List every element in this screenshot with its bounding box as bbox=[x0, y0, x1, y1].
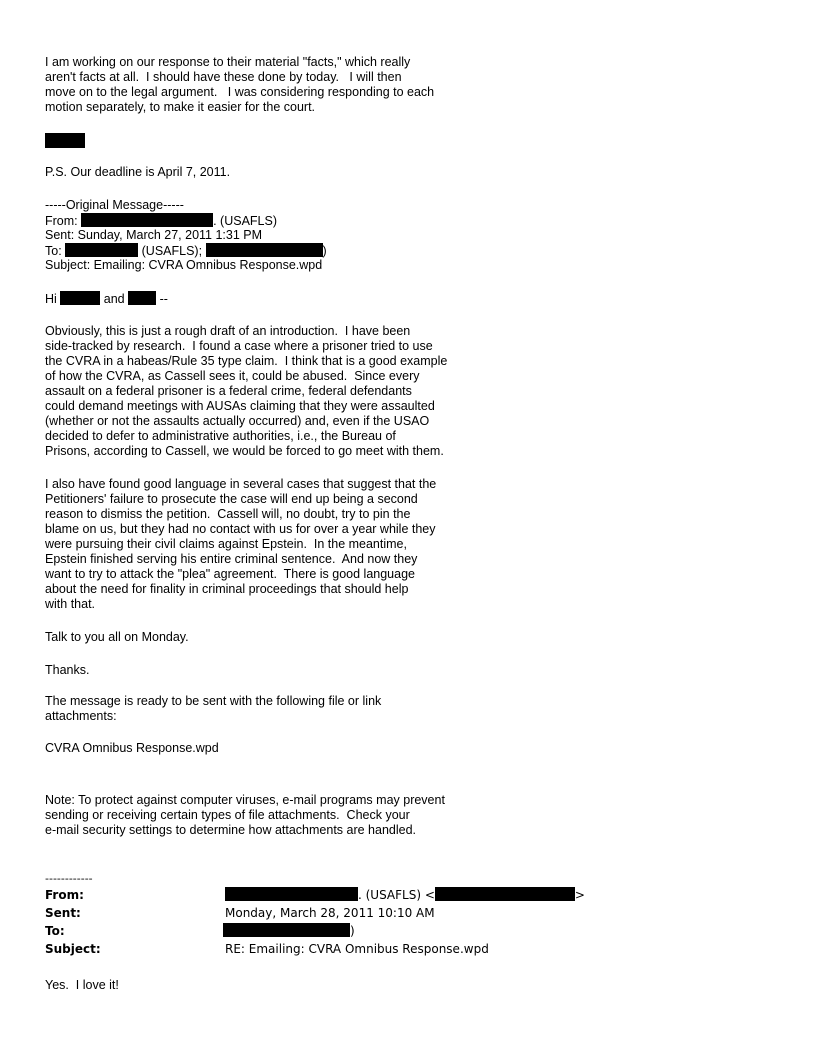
body-line: I also have found good language in several cases that suggest that the bbox=[45, 477, 437, 491]
reply-sent-label: Sent: bbox=[45, 906, 81, 920]
redacted-name bbox=[81, 213, 213, 227]
redacted-name bbox=[65, 243, 138, 257]
greeting-dashes: -- bbox=[156, 292, 168, 306]
body-line: Epstein finished serving his entire criminal sentence. And now they bbox=[45, 552, 418, 566]
body-line: decided to defer to administrative authorities, i.e., the Bureau of bbox=[45, 429, 396, 443]
intro-line: move on to the legal argument. I was considering responding to each bbox=[45, 85, 435, 99]
body-line: want to try to attack the "plea" agreement. There is good language bbox=[45, 567, 415, 581]
intro-line: I am working on our response to their material "facts," which really bbox=[45, 55, 411, 69]
reply-to-end: ) bbox=[350, 924, 355, 938]
from-suffix: . (USAFLS) bbox=[213, 214, 278, 228]
attachment-note-line: attachments: bbox=[45, 709, 117, 723]
original-subject-line: Subject: Emailing: CVRA Omnibus Response.wpd bbox=[45, 258, 323, 272]
body-line: could demand meetings with AUSAs claiming that they were assaulted bbox=[45, 399, 435, 413]
body-line: assault on a federal prisoner is a federal crime, federal defendants bbox=[45, 384, 412, 398]
reply-to-label: To: bbox=[45, 924, 65, 938]
redacted-signature bbox=[45, 133, 85, 148]
virus-note-line: Note: To protect against computer viruses, e-mail programs may prevent bbox=[45, 793, 445, 807]
thanks-line: Thanks. bbox=[45, 663, 90, 677]
original-message-marker: -----Original Message----- bbox=[45, 198, 184, 212]
reply-from-label: From: bbox=[45, 888, 84, 902]
to-label: To: bbox=[45, 244, 66, 258]
closing-line: Yes. I love it! bbox=[45, 978, 119, 992]
body-line: Prisons, according to Cassell, we would be forced to go meet with them. bbox=[45, 444, 444, 458]
redacted-name bbox=[223, 923, 350, 937]
intro-line: motion separately, to make it easier for the court. bbox=[45, 100, 316, 114]
reply-from-suffix: . (USAFLS) < bbox=[358, 888, 435, 902]
redacted-name bbox=[60, 291, 100, 305]
redacted-name bbox=[128, 291, 156, 305]
body-line: blame on us, but they had no contact with us for over a year while they bbox=[45, 522, 436, 536]
redacted-name bbox=[206, 243, 323, 257]
body-line: of how the CVRA, as Cassell sees it, could be abused. Since every bbox=[45, 369, 420, 383]
reply-to-value bbox=[223, 922, 355, 940]
body-line: side-tracked by research. I found a case where a prisoner tried to use bbox=[45, 339, 433, 353]
greeting-line bbox=[45, 291, 168, 307]
virus-note-line: e-mail security settings to determine how attachments are handled. bbox=[45, 823, 417, 837]
to-end: ) bbox=[322, 244, 327, 258]
body-line: (whether or not the assaults actually occurred) and, even if the USAO bbox=[45, 414, 430, 428]
body-line: reason to dismiss the petition. Cassell will, no doubt, try to pin the bbox=[45, 507, 411, 521]
greeting-and: and bbox=[100, 292, 129, 306]
attachment-note-line: The message is ready to be sent with the following file or link bbox=[45, 694, 382, 708]
from-label: From: bbox=[45, 214, 82, 228]
body-line: about the need for finality in criminal proceedings that should help bbox=[45, 582, 409, 596]
reply-from-end: > bbox=[574, 888, 585, 902]
reply-separator: ------------ bbox=[45, 872, 93, 885]
body-line: Obviously, this is just a rough draft of an introduction. I have been bbox=[45, 324, 411, 338]
talk-line: Talk to you all on Monday. bbox=[45, 630, 189, 644]
body-line: the CVRA in a habeas/Rule 35 type claim. I think that is a good example bbox=[45, 354, 448, 368]
reply-subject-label: Subject: bbox=[45, 942, 101, 956]
original-from-line bbox=[45, 213, 277, 229]
intro-line: aren't facts at all. I should have these done by today. I will then bbox=[45, 70, 402, 84]
body-line: Petitioners' failure to prosecute the case will end up being a second bbox=[45, 492, 418, 506]
original-sent-line: Sent: Sunday, March 27, 2011 1:31 PM bbox=[45, 228, 263, 242]
attachment-filename: CVRA Omnibus Response.wpd bbox=[45, 741, 219, 755]
greeting-hi: Hi bbox=[45, 292, 61, 306]
reply-subject-value: RE: Emailing: CVRA Omnibus Response.wpd bbox=[225, 942, 489, 956]
redacted-email bbox=[435, 887, 575, 901]
ps-deadline: P.S. Our deadline is April 7, 2011. bbox=[45, 165, 231, 179]
virus-note-line: sending or receiving certain types of file attachments. Check your bbox=[45, 808, 410, 822]
to-mid: (USAFLS); bbox=[138, 244, 206, 258]
redacted-name bbox=[225, 887, 358, 901]
reply-from-value bbox=[225, 886, 585, 904]
body-line: were pursuing their civil claims against Epstein. In the meantime, bbox=[45, 537, 407, 551]
body-line: with that. bbox=[45, 597, 96, 611]
reply-sent-value: Monday, March 28, 2011 10:10 AM bbox=[225, 906, 435, 920]
original-to-line bbox=[45, 243, 327, 259]
